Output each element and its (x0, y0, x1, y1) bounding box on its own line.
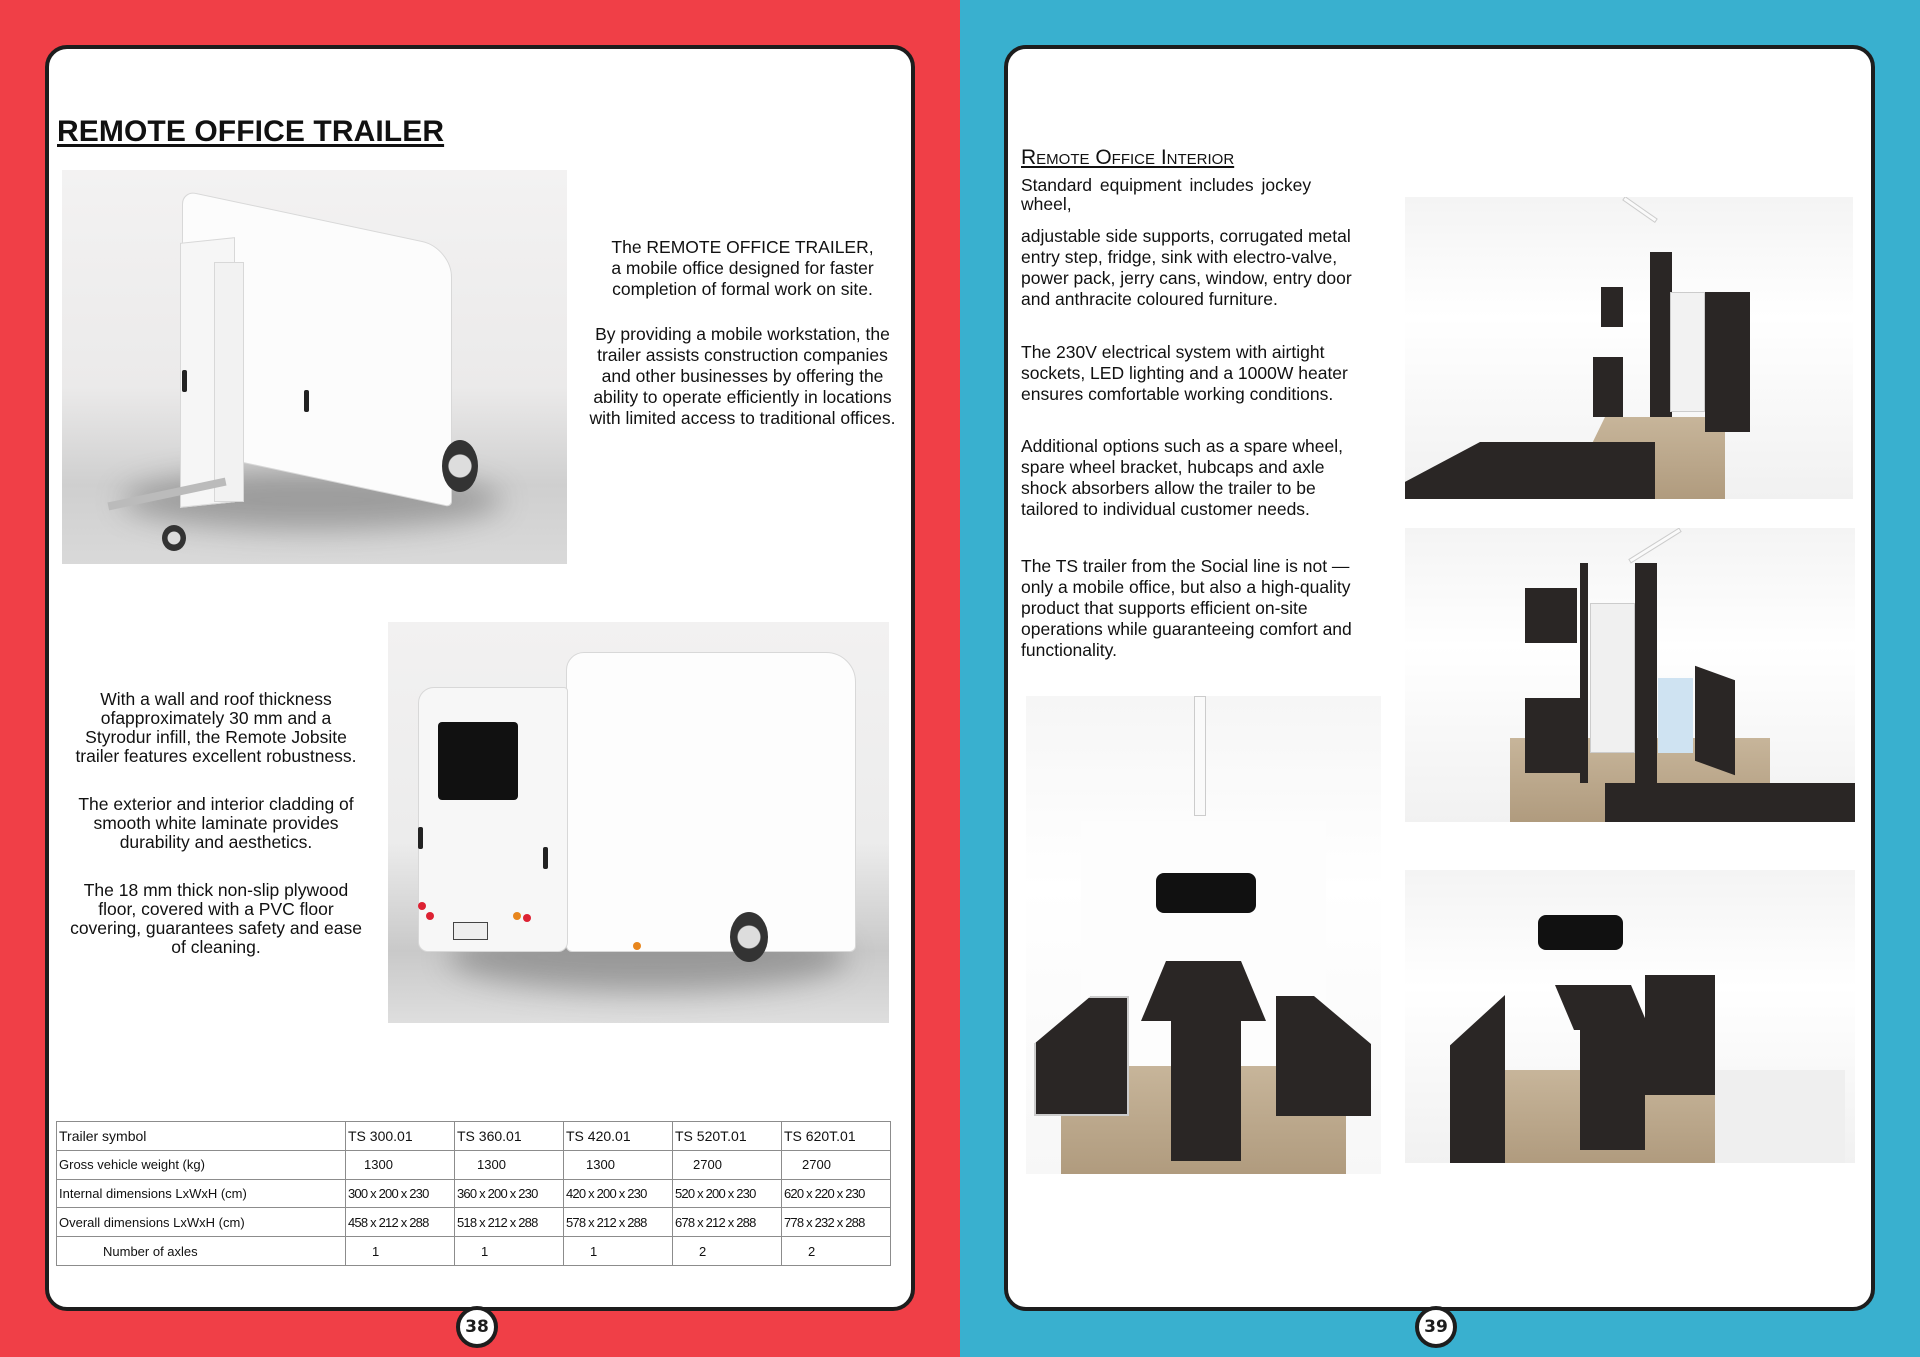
section-title: Remote Office Interior (1021, 146, 1235, 169)
cell: 678 x 212 x 288 (673, 1208, 782, 1237)
intro-paragraph: The REMOTE OFFICE TRAILER, a mobile office designed for faster completion of formal work on site. (611, 237, 874, 299)
trailer-front-photo (62, 170, 567, 564)
cell: TS 300.01 (346, 1122, 455, 1151)
equipment-paragraph-b: adjustable side supports, corrugated metal entry step, fridge, sink with electro-valve, power pack, jerry cans, window, entry door and anthracite coloured furniture. (1021, 226, 1352, 309)
page-title: REMOTE OFFICE TRAILER (57, 115, 445, 148)
row-label: Number of axles (57, 1237, 346, 1266)
trailer-rear-photo (388, 622, 889, 1023)
table-row (57, 1208, 891, 1237)
cell: 578 x 212 x 288 (564, 1208, 673, 1237)
page-number-38: 38 (456, 1306, 498, 1348)
equipment-paragraph-a: Standard equipment includes jockey wheel, (1021, 175, 1312, 214)
cell: 1300 (564, 1150, 673, 1179)
cell: TS 520T.01 (673, 1122, 782, 1151)
interior-storage-bench-photo (1405, 870, 1855, 1163)
construction-paragraph-3: The 18 mm thick non-slip plywood floor, covered with a PVC floor covering, guarantees safety and ease of cleaning. (70, 880, 362, 957)
cell: 2 (673, 1237, 782, 1266)
cell: 520 x 200 x 230 (673, 1179, 782, 1208)
cell: 1300 (455, 1150, 564, 1179)
interior-kitchen-fridge-photo (1405, 528, 1855, 822)
cell: 1 (455, 1237, 564, 1266)
cell: 2700 (782, 1150, 891, 1179)
cell: 620 x 220 x 230 (782, 1179, 891, 1208)
interior-kitchenette-photo (1405, 197, 1853, 499)
row-label: Overall dimensions LxWxH (cm) (57, 1208, 346, 1237)
cell: 420 x 200 x 230 (564, 1179, 673, 1208)
summary-paragraph: The TS trailer from the Social line is not — only a mobile office, but also a high-quality product that supports efficient on-site operations while guaranteeing comfort and functionality. (1021, 556, 1352, 660)
row-label: Internal dimensions LxWxH (cm) (57, 1179, 346, 1208)
construction-paragraph-1: With a wall and roof thickness ofapproximately 30 mm and a Styrodur infill, the Remote Jobsite trailer features excellent robustness. (75, 689, 357, 766)
cell: TS 620T.01 (782, 1122, 891, 1151)
cell: 458 x 212 x 288 (346, 1208, 455, 1237)
cell: 360 x 200 x 230 (455, 1179, 564, 1208)
table-row (57, 1122, 891, 1151)
cell: 1 (564, 1237, 673, 1266)
cell: 518 x 212 x 288 (455, 1208, 564, 1237)
cell: 1300 (346, 1150, 455, 1179)
page-number-39: 39 (1415, 1306, 1457, 1348)
cell: TS 360.01 (455, 1122, 564, 1151)
spec-table (56, 1121, 891, 1266)
construction-paragraph-2: The exterior and interior cladding of smooth white laminate provides durability and aesthetics. (78, 794, 354, 852)
table-row (57, 1237, 891, 1266)
interior-bench-table-photo (1026, 696, 1381, 1174)
row-label: Trailer symbol (57, 1122, 346, 1151)
electrical-paragraph: The 230V electrical system with airtight sockets, LED lighting and a 1000W heater ensures comfortable working conditions. (1021, 342, 1348, 404)
cell: 300 x 200 x 230 (346, 1179, 455, 1208)
cell: TS 420.01 (564, 1122, 673, 1151)
cell: 2700 (673, 1150, 782, 1179)
options-paragraph: Additional options such as a spare wheel, spare wheel bracket, hubcaps and axle shock absorbers allow the trailer to be tailored to individual customer needs. (1021, 436, 1344, 519)
cell: 778 x 232 x 288 (782, 1208, 891, 1237)
table-row (57, 1179, 891, 1208)
cell: 1 (346, 1237, 455, 1266)
benefit-paragraph: By providing a mobile workstation, the trailer assists construction companies and other businesses by offering the ability to operate efficiently in locations with limited access to traditional offices. (589, 324, 896, 428)
row-label: Gross vehicle weight (kg) (57, 1150, 346, 1179)
cell: 2 (782, 1237, 891, 1266)
table-row (57, 1150, 891, 1179)
